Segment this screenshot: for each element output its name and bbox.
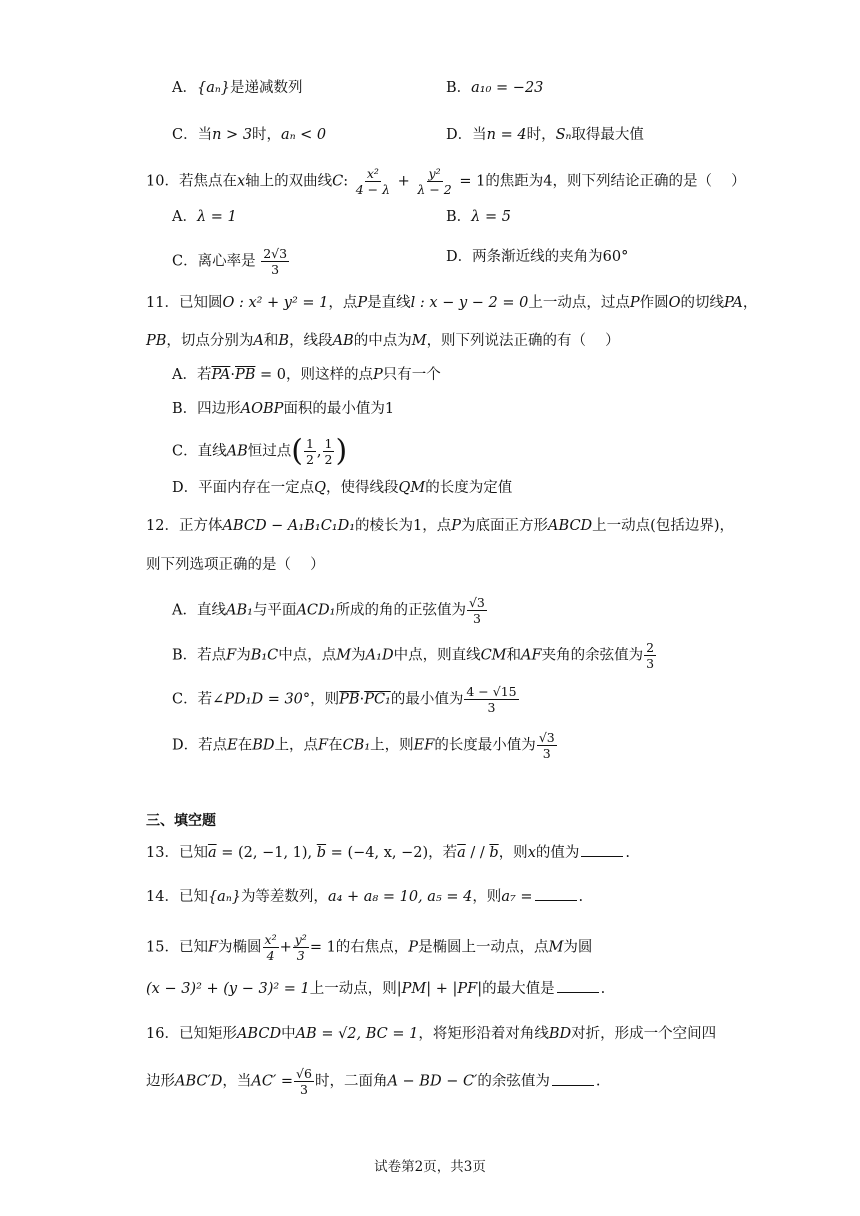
q10-stem: 10．若焦点在x轴上的双曲线C: $\frac{\text{x²}}{4 - \lambda}$ + $\frac{\text{y²}}{\lambda - 2}$ = 1的焦距为4，则下列结论正确的是（ ） [146,166,746,197]
section-title-fill-in: 三、填空题 [146,813,216,829]
q16-answer-blank[interactable] [552,1071,594,1086]
q12-option-b: B．若点F为B₁C中点，点M为A₁D中点，则直线CM和AF夹角的余弦值为 $\frac{2}{3}$ [172,640,655,671]
q9-option-d: D．当n = 4时，Sₙ取得最大值 [446,127,644,143]
q12-option-a: A．直线AB₁与平面ACD₁所成的角的正弦值为 $\frac{√3}{3}$ [172,595,485,626]
q9-option-a: A．{aₙ}是递减数列 [172,80,303,96]
q11-stem-line1: 11．已知圆O : x² + y² = 1，点P是直线l : x − y − 2 = 0上一动点，过点P作圆O的切线PA， [146,295,758,311]
page-footer: 试卷第2页，共3页 [374,1159,486,1175]
q15-line1: 15．已知F为椭圆 $\frac{\text{x²}}{4}$ + $\frac{\text{y²}}{3}$ = 1的右焦点，P是椭圆上一动点，点M为圆 [146,932,593,963]
q13-answer-blank[interactable] [581,842,623,857]
q15-line2: (x − 3)² + (y − 3)² = 1上一动点，则|PM| + |PF|的最大值是 . [146,978,605,1000]
q14: 14．已知{aₙ}为等差数列，a₄ + a₈ = 10, a₅ = 4，则a₇ = . [146,886,583,908]
q11-option-a: A．若$\overline{PA}\cdot\overline{PB} = 0$，则这样的点P只有一个 [172,367,441,383]
q10-option-b: B．λ = 5 [446,209,511,225]
q10-option-a: A．λ = 1 [172,209,237,225]
q11-option-b: B．四边形AOBP面积的最小值为1 [172,401,395,417]
q15-answer-blank[interactable] [557,978,599,993]
q11-stem-line2: PB，切点分别为A和B，线段AB的中点为M，则下列说法正确的有（ ） [146,333,620,349]
q13: 13．已知$\overline{a} = (2$, −1, 1), $\overline{b} = (-4$, x, −2)，若$\overline{a}$ / / $\overline{b}$，则x的值为 . [146,842,630,864]
q14-answer-blank[interactable] [535,886,577,901]
q12-stem-line2: 则下列选项正确的是（ ） [146,557,325,573]
q10-fraction-1: $\frac{\text{x²}}{4 - \lambda}$ [355,166,391,197]
q12-stem-line1: 12．正方体ABCD − A₁B₁C₁D₁的棱长为1，点P为底面正方形ABCD上一动点(包括边界)， [146,518,734,534]
q11-option-d: D．平面内存在一定点Q，使得线段QM的长度为定值 [172,480,513,496]
q9-option-b: B．a₁₀ = −23 [446,80,544,96]
q10-option-c: C．离心率是 $\frac{2√3}{3}$ [172,246,288,277]
q10-eccentricity-fraction: $\frac{2√3}{3}$ [263,246,288,277]
q11-option-c: C．直线AB恒过点( $\frac{1}{2}$ , $\frac{1}{2}$ ) [172,433,348,469]
q12-option-c: C．若∠PD₁D = 30°，则$\overline{PB}\cdot PC_1$的最小值为 $\frac{4 - √15}{3}$ [172,684,517,715]
q10-fraction-2: $\frac{\text{y²}}{\lambda - 2}$ [417,166,452,197]
q9-option-c: C．当n > 3时，aₙ < 0 [172,127,327,143]
q10-option-d: D．两条渐近线的夹角为60° [446,249,629,265]
q12-option-d: D．若点E在BD上，点F在CB₁上，则EF的长度最小值为 $\frac{√3}{3}$ [172,730,555,761]
q16-line1: 16．已知矩形ABCD中AB = √2, BC = 1，将矩形沿着对角线BD对折，形成一个空间四 [146,1026,717,1042]
q16-line2: 边形ABC′D，当AC′ = $\frac{√6}{3}$ 时，二面角A − BD − C′的余弦值为 . [146,1066,601,1097]
